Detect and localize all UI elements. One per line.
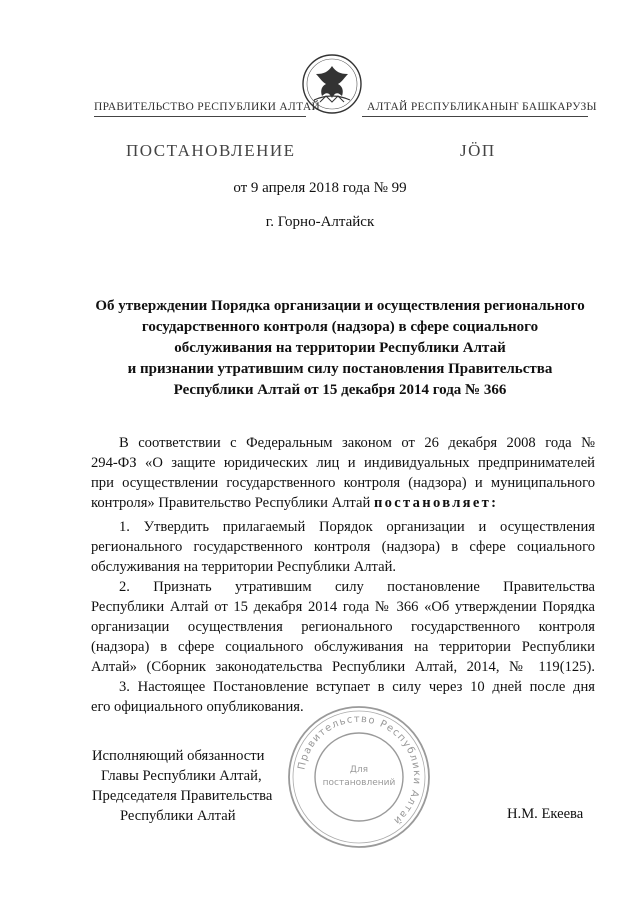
title-line: обслуживания на территории Республики Алтай [174,340,506,356]
title-line: государственного контроля (надзора) в сфере социального [141,319,539,335]
seal-ring-text: Правительство Республики Алтай [296,713,423,827]
preamble-line-start: контроля» Правительство Республики Алтай [91,495,374,511]
signer-name: Н.М. Екеева [507,806,584,822]
item-line: его официального опубликования. [91,699,304,715]
item-line: 3. Настоящее Постановление вступает в силу через 10 дней после дня [119,679,595,695]
item-line: (надзора) в сфере социального обслуживания на территории Республики [91,639,595,655]
resolution-items [91,517,595,717]
document-date-number: от 9 апреля 2018 года № 99 [233,180,407,196]
header-rule-right [362,116,588,117]
document-title [80,296,600,401]
item-line: 2. Признать утратившим силу постановление Правительства [119,579,595,595]
signature-line: Председателя Правительства [92,788,273,804]
signature-block [92,746,272,826]
seal-center-line: Для [349,765,369,775]
org-name-altai: АЛТАЙ РЕСПУБЛИКАНЫҤ БАШКАРУЗЫ [367,101,597,113]
preamble-line: при осуществлении государственного контроля (надзора) и муниципального [91,475,595,491]
title-line: Республики Алтай от 15 декабря 2014 года № 366 [173,382,507,398]
title-line: Об утверждении Порядка организации и осуществления регионального [95,298,585,314]
item-line: Республики Алтай от 15 декабря 2014 года № 366 «Об утверждении Порядка [91,599,595,615]
official-seal-stamp [284,702,434,852]
resolves-word: постановляет: [373,495,499,511]
document-city: г. Горно-Алтайск [265,214,375,230]
org-name-russian: ПРАВИТЕЛЬСТВО РЕСПУБЛИКИ АЛТАЙ [94,101,321,113]
signature-line: Исполняющий обязанности [92,748,265,764]
title-line: и признании утратившим силу постановления Правительства [127,361,553,377]
item-line: Алтай» (Сборник законодательства Республики Алтай, 2014, № 119(125). [91,659,595,675]
signature-line: Главы Республики Алтай, [101,768,262,784]
header-rule-left [94,116,306,117]
doc-type-altai: ЈӦП [460,141,496,160]
preamble-line: В соответствии с Федеральным законом от 26 декабря 2008 года № [119,435,595,451]
preamble-line: 294-ФЗ «О защите юридических лиц и индивидуальных предпринимателей [91,455,595,471]
signature-line: Республики Алтай [120,808,236,824]
preamble-paragraph [91,433,595,513]
seal-center-line: постановлений [322,778,396,788]
preamble-last-line [91,493,595,513]
doc-type-russian: ПОСТАНОВЛЕНИЕ [126,141,296,160]
item-line: обслуживания на территории Республики Алтай. [91,559,397,575]
item-line: организации осуществления регионального государственного контроля [91,619,595,635]
item-line: 1. Утвердить прилагаемый Порядок организации и осуществления [119,519,595,535]
item-line: регионального государственного контроля (надзора) в сфере социального [91,539,595,555]
